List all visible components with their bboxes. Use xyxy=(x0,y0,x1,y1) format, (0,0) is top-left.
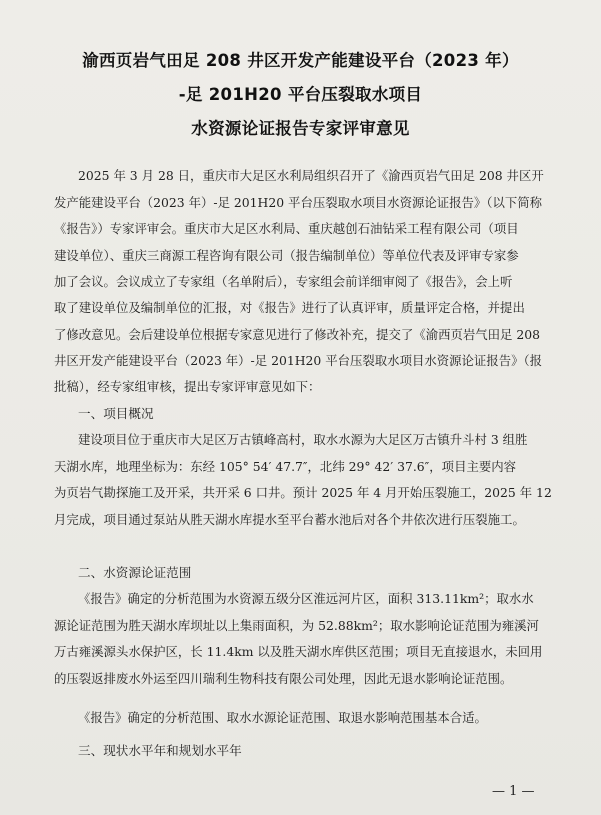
page-number: — 1 — xyxy=(492,784,535,799)
intro-line: 取了建设单位及编制单位的汇报，对《报告》进行了认真评审，质量评定合格，并提出 xyxy=(54,300,525,315)
intro-line: 批稿），经专家组审核，提出专家评审意见如下： xyxy=(54,379,321,394)
intro-line: 井区开发产能建设平台（2023 年）-足 201H20 平台压裂取水项目水资源论证报告》（报 xyxy=(54,353,543,368)
section-heading-1: 一、项目概况 xyxy=(78,406,154,421)
section1-line: 天湖水库，地理坐标为：东经 105° 54′ 47.7″，北纬 29° 42′ 37.6″，项目主要内容 xyxy=(54,459,517,474)
section2-line: 源论证范围为胜天湖水库坝址以上集雨面积，为 52.88km²；取水影响论证范围为雍溪河 xyxy=(54,618,539,633)
section2-line: 《报告》确定的分析范围为水资源五级分区淮远河片区，面积 313.11km²；取水水 xyxy=(78,591,534,606)
section2-line: 万古雍溪源头水保护区，长 11.4km 以及胜天湖水库供区范围；项目无直接退水，未回用 xyxy=(54,644,543,659)
document-title-line-1: 渝西页岩气田足 208 井区开发产能建设平台（2023 年） xyxy=(82,51,519,70)
section1-line: 为页岩气勘探施工及开采，共开采 6 口井。预计 2025 年 4 月开始压裂施工，2025 年 12 xyxy=(54,485,552,500)
intro-line: 发产能建设平台（2023 年）-足 201H20 平台压裂取水项目水资源论证报告》（以下简称 xyxy=(54,195,543,210)
intro-line: 建设单位）、重庆三商源工程咨询有限公司（报告编制单位）等单位代表及评审专家参 xyxy=(54,248,519,263)
intro-line: 了修改意见。会后建设单位根据专家意见进行了修改补充，提交了《渝西页岩气田足 208 xyxy=(54,327,541,342)
document-title-line-2: -足 201H20 平台压裂取水项目 xyxy=(178,85,423,104)
document-title-line-3: 水资源论证报告专家评审意见 xyxy=(191,119,410,138)
section1-line: 建设项目位于重庆市大足区万古镇峰高村，取水水源为大足区万古镇升斗村 3 组胜 xyxy=(78,432,528,447)
section2-conclusion: 《报告》确定的分析范围、取水水源论证范围、取退水影响范围基本合适。 xyxy=(78,710,487,725)
intro-line: 《报告》）专家评审会。重庆市大足区水利局、重庆越创石油钻采工程有限公司（项目 xyxy=(54,221,519,236)
intro-line: 2025 年 3 月 28 日，重庆市大足区水利局组织召开了《渝西页岩气田足 208 井区开 xyxy=(78,168,544,183)
section1-line: 月完成，项目通过泵站从胜天湖水库提水至平台蓄水池后对各个井依次进行压裂施工。 xyxy=(54,512,525,527)
section-heading-2: 二、水资源论证范围 xyxy=(78,565,192,580)
intro-line: 加了会议。会议成立了专家组（名单附后），专家组会前详细审阅了《报告》，会上听 xyxy=(54,274,513,289)
section-heading-3: 三、现状水平年和规划水平年 xyxy=(78,743,242,758)
section2-line: 的压裂返排废水外运至四川瑞利生物科技有限公司处理，因此无退水影响论证范围。 xyxy=(54,671,513,686)
